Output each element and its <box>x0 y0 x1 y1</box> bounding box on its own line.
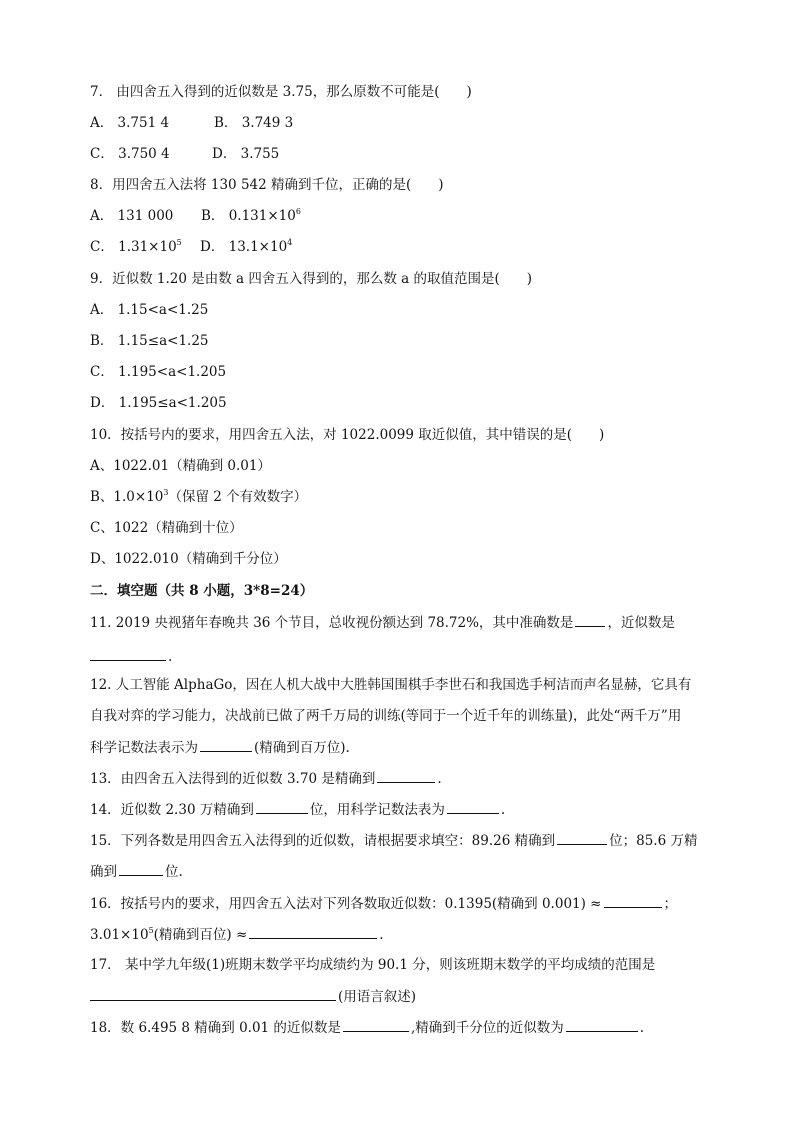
q11-answer-blank-1[interactable] <box>575 612 605 627</box>
q9-option-b: B． 1.15≤a<1.25 <box>90 333 209 349</box>
question-17-line1: 17． 某中学九年级(1)班期末数学平均成绩约为 90.1 分，则该班期末数学的平均成绩的范围是 <box>90 957 656 973</box>
question-11-line2: . <box>90 646 708 667</box>
q16-answer-blank-2[interactable] <box>249 924 377 939</box>
section-heading-fill-in: 二．填空题（共 8 小题，3*8=24） <box>90 583 314 599</box>
q12-answer-blank[interactable] <box>200 737 252 752</box>
question-12-line3: 科学记数法表示为 (精确到百万位). <box>90 737 708 758</box>
question-9-stem: 9．近似数 1.20 是由数 a 四舍五入得到的，那么数 a 的取值范围是( ) <box>90 271 533 287</box>
question-12-line1: 12. 人工智能 AlphaGo，因在人机大战中大胜韩国围棋手李世石和我国选手柯洁而声名显赫，它具有 <box>90 677 692 693</box>
q10-option-a: A、1022.01（精确到 0.01） <box>90 458 271 474</box>
question-8-options-cd <box>90 237 708 257</box>
q9-option-a: A． 1.15<a<1.25 <box>90 302 209 318</box>
q18-answer-blank-1[interactable] <box>343 1017 409 1032</box>
q13-answer-blank[interactable] <box>377 768 435 783</box>
q8-option-c: C． $1.31\times 10^5$ <box>90 238 182 255</box>
question-11: 11. 2019 央视猪年春晚共 36 个节目，总收视份额达到 78.72%，其中准确数是 ，近似数是 <box>90 612 708 633</box>
question-8-options-ab <box>90 206 708 226</box>
q8-option-a: A． 131 000 <box>90 208 174 224</box>
q16-answer-blank-1[interactable] <box>604 893 662 908</box>
question-15-line2: 确到 位. <box>90 861 708 882</box>
q9-option-d: D． 1.195≤a<1.205 <box>90 395 227 411</box>
q18-answer-blank-2[interactable] <box>566 1017 638 1032</box>
question-15-line1: 15．下列各数是用四舍五入法得到的近似数，请根据要求填空：89.26 精确到 位；85.6 万精 <box>90 830 708 851</box>
question-16-line1: 16．按括号内的要求，用四舍五入法对下列各数取近似数：0.1395(精确到 0.001) ≈ ； <box>90 893 708 914</box>
q10-option-c: C、1022（精确到十位） <box>90 520 243 536</box>
q9-option-c: C． 1.195<a<1.205 <box>90 364 227 380</box>
q8-option-b: B． $0.131\times 10^6$ <box>201 207 301 224</box>
question-10-stem: 10．按括号内的要求，用四舍五入法，对 1022.0099 取近似值，其中错误的是( ) <box>90 427 605 443</box>
q7-option-a: A． 3.751 4 <box>90 115 170 131</box>
question-18: 18．数 6.495 8 精确到 0.01 的近似数是 ,精确到千分位的近似数为 . <box>90 1017 708 1038</box>
question-8-stem: 8．用四舍五入法将 130 542 精确到千位，正确的是( ) <box>90 177 444 193</box>
q10-option-b: B、$1.0\times 10^3$（保留 2 个有效数字） <box>90 488 308 505</box>
q11-answer-blank-2[interactable] <box>90 646 166 661</box>
q14-answer-blank-2[interactable] <box>447 799 499 814</box>
q15-answer-blank-2[interactable] <box>119 861 163 876</box>
question-7-options-cd <box>90 144 708 164</box>
question-14: 14．近似数 2.30 万精确到 位，用科学记数法表为 . <box>90 799 708 820</box>
q15-answer-blank-1[interactable] <box>557 830 607 845</box>
q17-answer-blank[interactable] <box>90 986 336 1001</box>
q10-option-d: D、1022.010（精确到千分位） <box>90 551 287 567</box>
question-16-line2: $3.01\times 10^5$(精确到百位) ≈ . <box>90 926 384 943</box>
q14-answer-blank-1[interactable] <box>256 799 308 814</box>
q7-option-c: C． 3.750 4 <box>90 146 170 162</box>
question-7-stem: 7． 由四舍五入得到的近似数是 3.75，那么原数不可能是( ) <box>90 84 472 100</box>
q7-option-b: B． 3.749 3 <box>214 115 294 131</box>
question-17-line2: (用语言叙述) <box>90 986 708 1007</box>
question-13: 13．由四舍五入法得到的近似数 3.70 是精确到 . <box>90 768 708 789</box>
q7-option-d: D． 3.755 <box>212 146 280 162</box>
question-7-options-ab <box>90 113 708 133</box>
question-12-line2: 自我对弈的学习能力，决战前已做了两千万局的训练(等同于一个近千年的训练量)，此处“两千万”用 <box>90 708 682 724</box>
q8-option-d: D． $13.1\times 10^4$ <box>200 238 293 255</box>
